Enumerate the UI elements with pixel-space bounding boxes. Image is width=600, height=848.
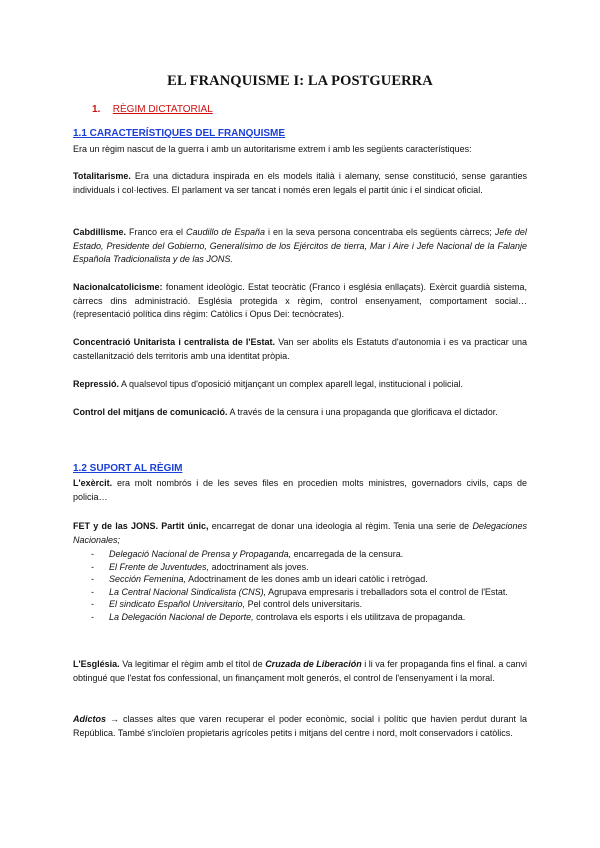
delegacion-name: Delegació Nacional de Prensa y Propaganda, xyxy=(109,549,292,559)
list-item: - Sección Femenina, Adoctrinament de les dones amb un ideari catòlic i retrògad. xyxy=(91,574,428,584)
list-item: - La Delegación Nacional de Deporte, controlava els esports i els utilitzava de propaganda. xyxy=(91,611,466,622)
delegacion-name: Sección Femenina, xyxy=(109,574,187,584)
list-item: - El sindicato Español Universitario, Pel control dels universitaris. xyxy=(91,599,363,609)
term-totalitarisme: Totalitarisme. xyxy=(73,171,131,181)
delegacion-desc: Agrupava empresaris i treballadors sota el control de l'Estat. xyxy=(268,586,508,597)
paragraph-esglesia xyxy=(73,658,527,685)
section-number: 1. xyxy=(92,104,101,115)
text-concentracio: Van ser abolits els Estatuts d'autonomia i es va practicar una castellanització dels territoris amb una identitat pròpia. xyxy=(73,337,527,361)
text-exercit: era molt nombrós i de les seves files en procedien molts ministres, governadors civils, caps de policia… xyxy=(73,478,527,502)
delegacion-desc: controlava els esports i els utilitzava de propaganda. xyxy=(256,611,466,622)
term-cabdillisme: Cabdillisme. xyxy=(73,227,127,237)
section-label: RÈGIM DICTATORIAL xyxy=(112,104,213,115)
delegacion-desc: encarregada de la censura. xyxy=(293,549,404,559)
delegacion-desc: Pel control dels universitaris. xyxy=(247,599,363,609)
text-nacionalcatolicisme: fonament ideològic. Estat teocràtic (Franco i església enllaçats). Exèrcit guardià sistema, càrrecs dins administració. Església protegida x règim, control ensenyament, comportament social… (representació política dins règim: Catòlics i Opus Dei: tecnòcrates). xyxy=(73,282,527,319)
term-adictos: Adictos xyxy=(73,714,107,724)
paragraph-concentracio xyxy=(73,336,527,363)
term-exercit: L'exèrcit. xyxy=(73,478,113,488)
text-adictos: classes altes que varen recuperar el poder econòmic, social i polític que havien perdut durant la República. També s'incloïen propietaris agrícoles petits i mitjans del centre i nord, molt conservadors i catòlics. xyxy=(73,714,527,738)
text-delegaciones: Delegaciones Nacionales; xyxy=(73,521,527,545)
list-item: - La Central Nacional Sindicalista (CNS), Agrupava empresaris i treballadors sota el control de l'Estat. xyxy=(91,586,508,597)
term-fet-jons: FET y de las JONS. Partit únic, xyxy=(73,521,209,531)
text-cabdillisme-mid: i en la seva persona concentraba els següents càrrecs; xyxy=(267,227,492,237)
text-esglesia-pre: Va legitimar el règim amb el títol de xyxy=(122,659,263,669)
text-esglesia-post: i li va fer propaganda fins el final. a canvi obtingué que l'estat fos confessional, un finançament molt generós, el control de l'ensenyament i la moral. xyxy=(73,659,527,683)
paragraph-cabdillisme xyxy=(73,226,527,267)
delegacion-name: La Delegación Nacional de Deporte, xyxy=(109,611,254,622)
paragraph-nacionalcatolicisme xyxy=(73,281,527,322)
term-esglesia: L'Església. xyxy=(73,659,120,669)
text-control: A través de la censura i una propaganda que glorificava el dictador. xyxy=(229,407,498,417)
intro-text: Era un règim nascut de la guerra i amb un autoritarisme extrem i amb les següents característiques: xyxy=(73,144,472,154)
delegacion-desc: adoctrinament als joves. xyxy=(211,561,309,572)
text-cruzada: Cruzada de Liberación xyxy=(265,659,362,669)
paragraph-totalitarisme xyxy=(73,170,527,197)
text-cabdillisme-pre: Franco era el xyxy=(129,227,183,237)
subheading-suport-regim: 1.2 SUPORT AL RÈGIM xyxy=(73,463,183,474)
term-control: Control del mitjans de comunicació. xyxy=(73,407,228,417)
paragraph-adictos xyxy=(73,713,527,740)
intro-paragraph xyxy=(73,143,527,157)
paragraph-exercit xyxy=(73,477,527,504)
term-concentracio: Concentració Unitarista i centralista de l'Estat. xyxy=(73,337,276,347)
term-nacionalcatolicisme: Nacionalcatolicisme: xyxy=(73,282,163,292)
subheading-caracteristiques: 1.1 CARACTERÍSTIQUES DEL FRANQUISME xyxy=(73,128,286,139)
text-carrecs: Jefe del Estado, Presidente del Gobierno, Generalísimo de los Ejércitos de tierra, Mar i Aire i Jefe Nacional de la Falanje Española Tradicionalista y de las JONS. xyxy=(73,227,527,264)
delegacion-name: El Frente de Juventudes, xyxy=(109,561,210,572)
text-fet-jons: encarregat de donar una ideologia al règim. Tenia una serie de xyxy=(211,521,470,531)
paragraph-fet-jons xyxy=(73,520,527,547)
text-repressio: A qualsevol tipus d'oposició mitjançant un complex aparell legal, institucional i policial. xyxy=(121,379,463,389)
paragraph-control-mitjans xyxy=(73,406,527,420)
term-repressio: Repressió. xyxy=(73,379,120,389)
list-item: - El Frente de Juventudes, adoctrinament als joves. xyxy=(91,561,309,572)
paragraph-repressio xyxy=(73,378,527,392)
delegacion-name: El sindicato Español Universitario, xyxy=(109,599,246,609)
arrow-glyph: → xyxy=(110,714,120,724)
page-title: EL FRANQUISME I: LA POSTGUERRA xyxy=(167,73,433,89)
text-caudillo: Caudillo de España xyxy=(185,227,265,237)
text-totalitarisme: Era una dictadura inspirada en els models italià i alemany, sense constitució, sense garanties individuals i col·lectives. El parlament va ser tancat i només eren legals el partit únic i el sindicat oficial. xyxy=(73,171,527,195)
list-item: - Delegació Nacional de Prensa y Propaganda, encarregada de la censura. xyxy=(91,549,404,559)
delegacion-name: La Central Nacional Sindicalista (CNS), xyxy=(109,586,267,597)
delegaciones-list xyxy=(73,548,527,623)
section-heading-regim-dictatorial xyxy=(92,104,213,115)
delegacion-desc: Adoctrinament de les dones amb un ideari catòlic i retrògad. xyxy=(188,574,428,584)
